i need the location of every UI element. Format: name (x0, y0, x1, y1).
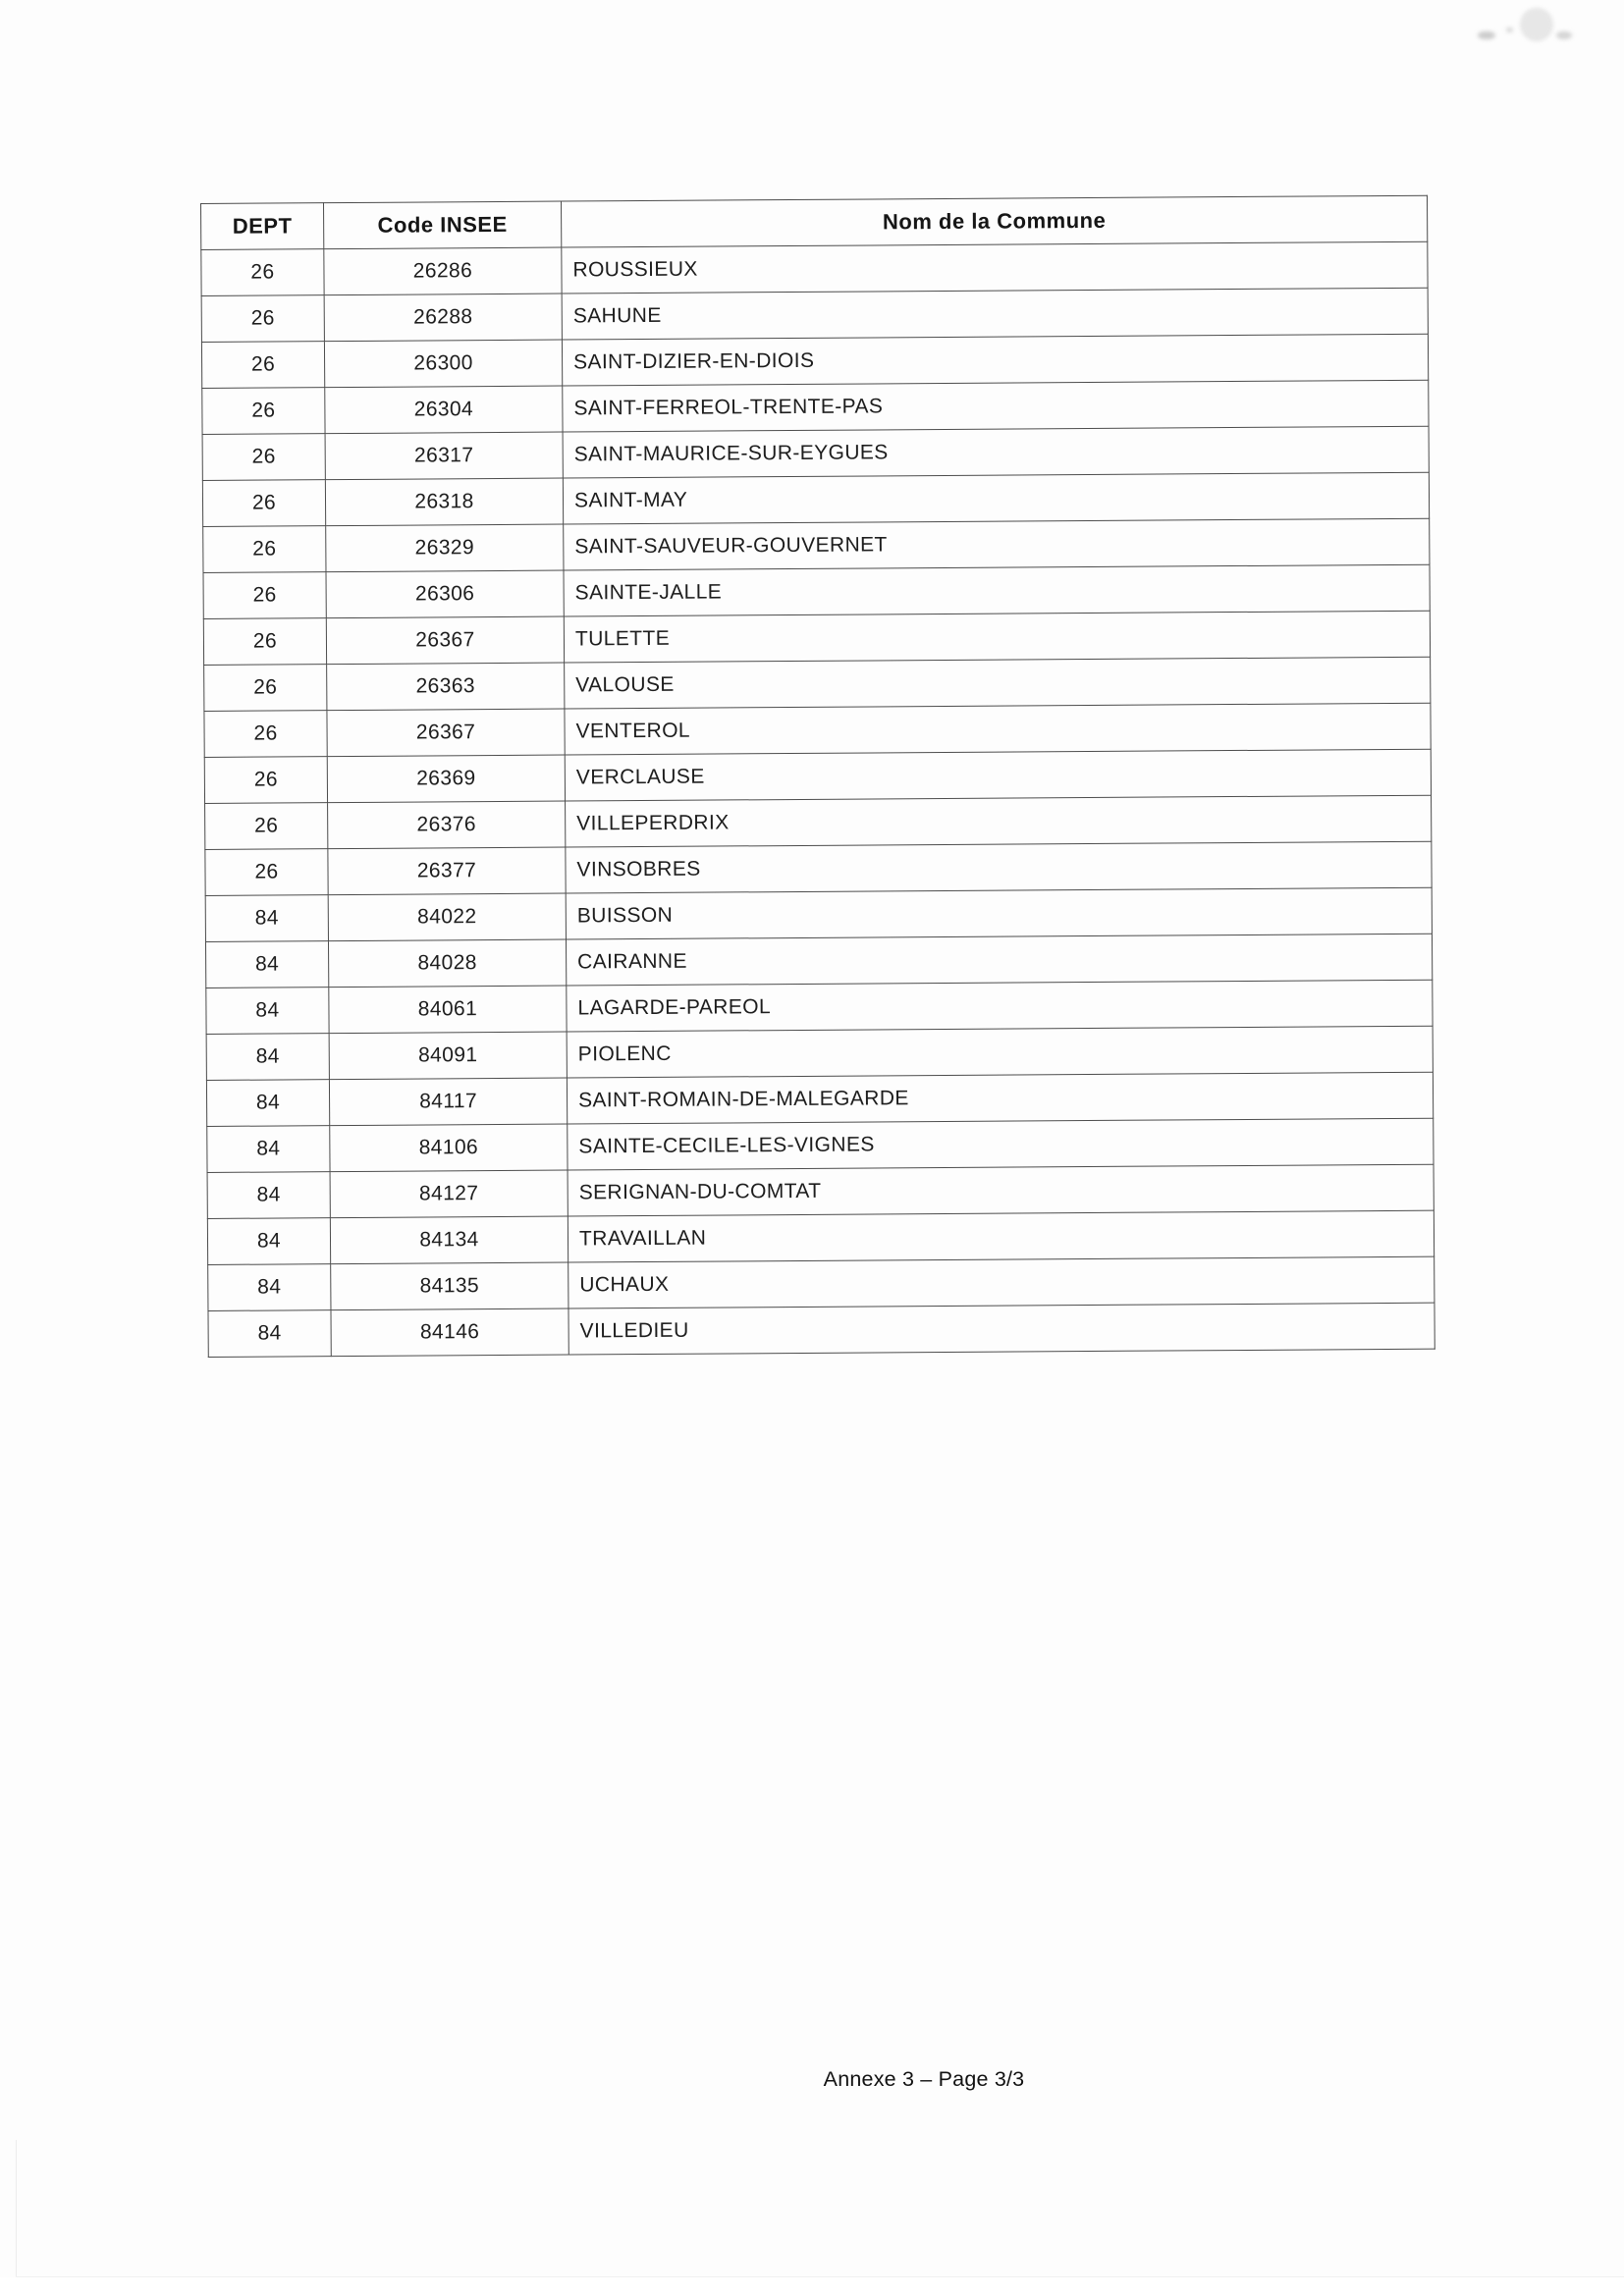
dept-cell: 84 (207, 1218, 330, 1265)
header-commune: Nom de la Commune (561, 195, 1427, 247)
scan-smudge-icon (1556, 31, 1572, 39)
insee-code-cell: 84091 (329, 1032, 567, 1080)
commune-name-cell: VILLEPERDRIX (566, 795, 1432, 847)
insee-code-cell: 26286 (324, 247, 562, 295)
commune-name-cell: SAINT-MAURICE-SUR-EYGUES (563, 426, 1429, 478)
insee-code-cell: 84106 (330, 1124, 568, 1172)
dept-cell: 84 (208, 1310, 331, 1358)
commune-name-cell: VERCLAUSE (565, 749, 1431, 801)
commune-name-cell: PIOLENC (567, 1026, 1433, 1078)
commune-name-cell: SAINT-DIZIER-EN-DIOIS (562, 334, 1428, 386)
dept-cell: 26 (202, 388, 325, 435)
insee-code-cell: 84061 (329, 986, 567, 1034)
table-header-row (201, 195, 1428, 249)
dept-cell: 26 (204, 665, 327, 712)
dept-cell: 26 (201, 342, 324, 389)
dept-cell: 84 (207, 1126, 330, 1173)
page-edge (16, 2276, 1624, 2277)
table-row (207, 1118, 1434, 1172)
table-row (206, 1026, 1433, 1080)
insee-code-cell: 26306 (326, 570, 564, 618)
insee-code-cell: 84146 (331, 1308, 568, 1357)
insee-code-cell: 26363 (327, 663, 565, 711)
commune-name-cell: ROUSSIEUX (562, 241, 1428, 294)
dept-cell: 26 (201, 295, 324, 343)
table-row (206, 1072, 1433, 1126)
dept-cell: 84 (208, 1264, 331, 1311)
dept-cell: 84 (205, 941, 328, 988)
communes-table (200, 195, 1435, 1358)
commune-name-cell: VALOUSE (565, 657, 1431, 709)
commune-name-cell: SAINTE-JALLE (564, 564, 1430, 616)
commune-name-cell: SERIGNAN-DU-COMTAT (568, 1164, 1434, 1216)
dept-cell: 84 (206, 1080, 329, 1127)
commune-name-cell: VINSOBRES (566, 841, 1432, 893)
scan-smudge-icon (1520, 8, 1553, 41)
dept-cell: 26 (202, 480, 325, 527)
table-row (207, 1164, 1434, 1218)
dept-cell: 26 (203, 526, 326, 573)
table-row (205, 934, 1432, 988)
table-row (201, 334, 1428, 388)
header-dept: DEPT (201, 203, 324, 250)
dept-cell: 26 (201, 249, 324, 296)
header-code-insee: Code INSEE (324, 201, 562, 249)
table-row (206, 980, 1433, 1034)
commune-name-cell: TULETTE (564, 611, 1430, 663)
insee-code-cell: 26304 (325, 386, 563, 434)
dept-cell: 84 (206, 1034, 329, 1081)
insee-code-cell: 84135 (331, 1262, 568, 1310)
commune-name-cell: LAGARDE-PAREOL (567, 980, 1433, 1032)
table-row (201, 288, 1428, 342)
insee-code-cell: 84134 (330, 1216, 568, 1264)
table-row (204, 657, 1431, 711)
table-row (208, 1303, 1435, 1357)
commune-name-cell: SAINT-MAY (563, 472, 1429, 524)
insee-code-cell: 26300 (324, 340, 562, 388)
commune-name-cell: BUISSON (566, 887, 1432, 939)
dept-cell: 26 (203, 618, 326, 666)
dept-cell: 84 (207, 1172, 330, 1219)
dept-cell: 26 (204, 757, 327, 804)
table-row (202, 426, 1429, 480)
commune-name-cell: VILLEDIEU (568, 1303, 1435, 1355)
table-row (203, 564, 1430, 618)
insee-code-cell: 26329 (326, 524, 564, 572)
table-row (205, 795, 1432, 849)
dept-cell: 26 (205, 803, 328, 850)
commune-name-cell: TRAVAILLAN (568, 1210, 1434, 1262)
table-row (201, 241, 1428, 295)
insee-code-cell: 84022 (328, 893, 566, 941)
commune-name-cell: SAHUNE (562, 288, 1428, 340)
dept-cell: 26 (204, 711, 327, 758)
insee-code-cell: 84127 (330, 1170, 568, 1218)
scan-smudge-icon (1478, 31, 1495, 39)
commune-name-cell: VENTEROL (565, 703, 1431, 755)
commune-name-cell: CAIRANNE (566, 934, 1432, 986)
insee-code-cell: 26376 (328, 801, 566, 849)
insee-code-cell: 26367 (327, 709, 565, 757)
insee-code-cell: 84028 (328, 939, 566, 988)
commune-name-cell: SAINT-SAUVEUR-GOUVERNET (564, 518, 1430, 570)
insee-code-cell: 26369 (327, 755, 565, 803)
page-edge (16, 2140, 17, 2277)
table-row (202, 380, 1429, 434)
insee-code-cell: 26317 (325, 432, 563, 480)
table-row (204, 749, 1431, 803)
commune-name-cell: UCHAUX (568, 1256, 1435, 1308)
table-row (203, 611, 1430, 665)
table-row (202, 472, 1429, 526)
insee-code-cell: 84117 (329, 1078, 567, 1126)
table-row (205, 887, 1432, 941)
insee-code-cell: 26288 (324, 294, 562, 342)
commune-name-cell: SAINT-ROMAIN-DE-MALEGARDE (567, 1072, 1433, 1124)
dept-cell: 84 (205, 895, 328, 942)
table-row (205, 841, 1432, 895)
insee-code-cell: 26318 (325, 478, 563, 526)
dept-cell: 26 (203, 572, 326, 619)
dept-cell: 84 (206, 988, 329, 1035)
table-row (208, 1256, 1435, 1310)
table-row (203, 518, 1430, 572)
commune-name-cell: SAINT-FERREOL-TRENTE-PAS (563, 380, 1429, 432)
dept-cell: 26 (205, 849, 328, 896)
table-row (204, 703, 1431, 757)
insee-code-cell: 26377 (328, 847, 566, 895)
table-row (207, 1210, 1434, 1264)
table-body (201, 241, 1435, 1357)
commune-name-cell: SAINTE-CECILE-LES-VIGNES (568, 1118, 1434, 1170)
page-footer: Annexe 3 – Page 3/3 (823, 2067, 1025, 2091)
dept-cell: 26 (202, 434, 325, 481)
insee-code-cell: 26367 (326, 616, 564, 665)
scan-smudge-icon (1506, 27, 1513, 32)
